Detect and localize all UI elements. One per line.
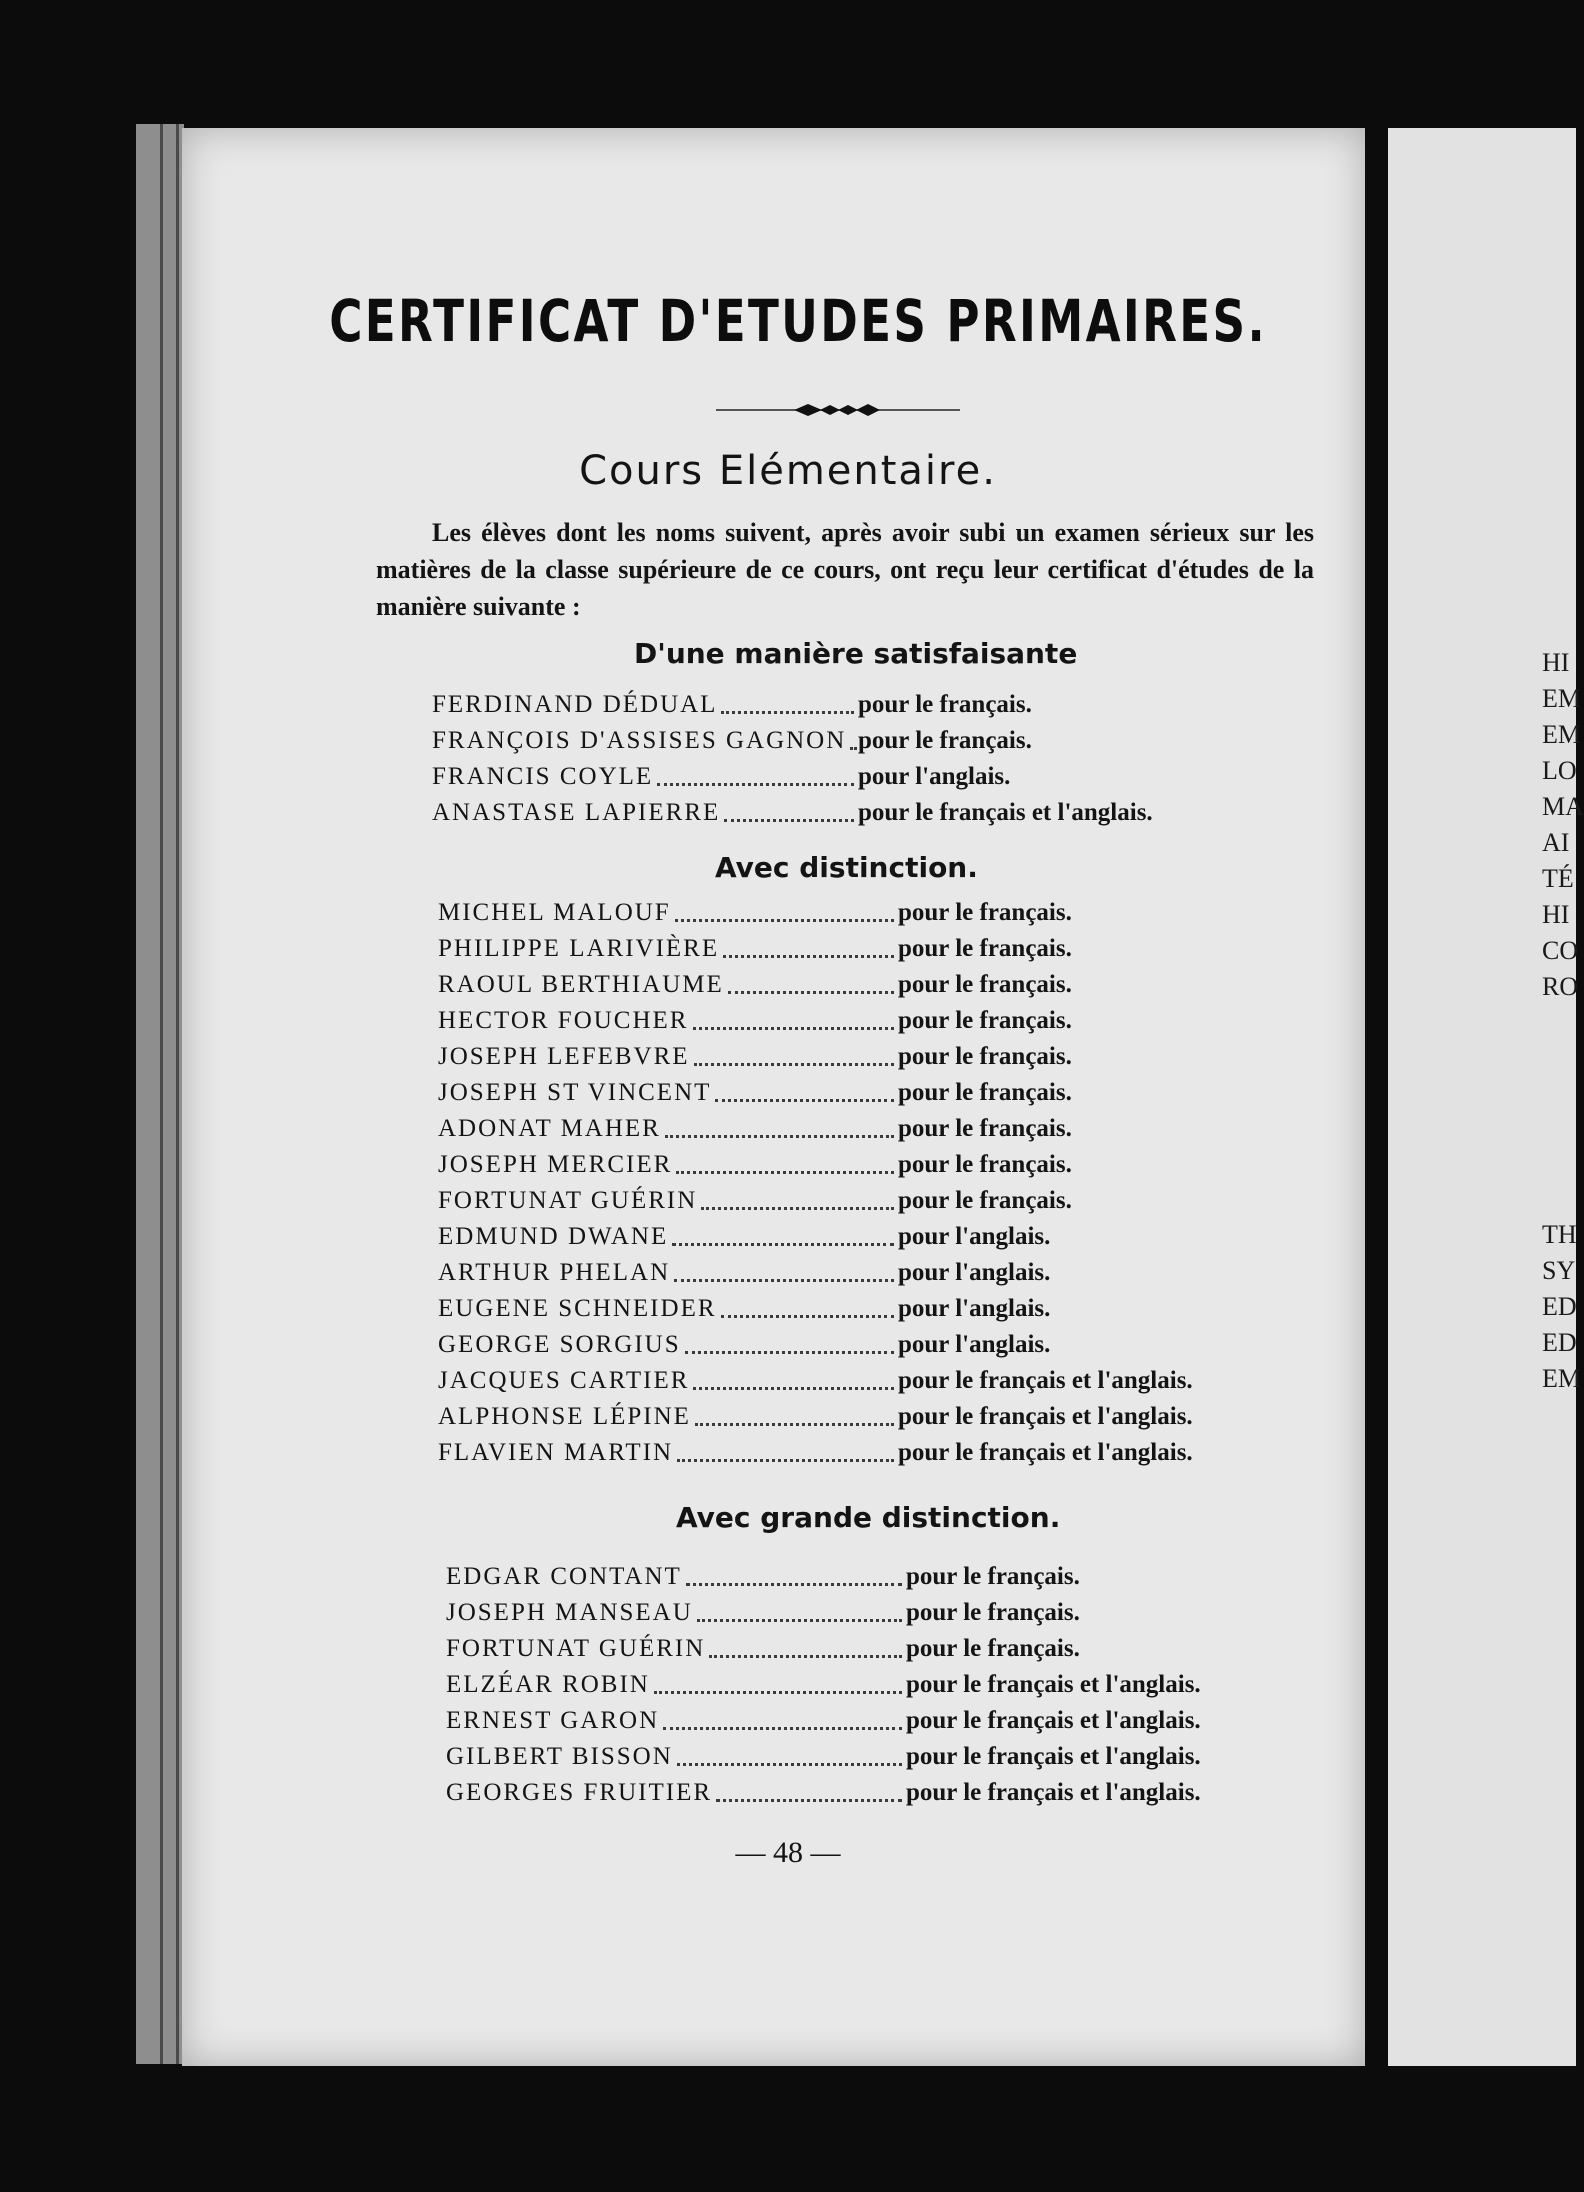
subject-result: pour l'anglais. xyxy=(898,1223,1051,1250)
dot-leader xyxy=(675,919,894,922)
student-name: FRANCIS COYLE xyxy=(432,763,654,790)
student-name: ELZÉAR ROBIN xyxy=(446,1671,650,1698)
student-name: FORTUNAT GUÉRIN xyxy=(446,1635,706,1662)
facing-page-text: HI xyxy=(1542,900,1570,929)
student-name: JACQUES CARTIER xyxy=(438,1367,690,1394)
student-name: GILBERT BISSON xyxy=(446,1743,673,1770)
student-name: ADONAT MAHER xyxy=(438,1115,661,1142)
result-row xyxy=(438,1296,1258,1326)
dot-leader xyxy=(677,1763,902,1766)
result-row xyxy=(446,1600,1266,1630)
subject-result: pour le français. xyxy=(898,1007,1072,1034)
student-name: ERNEST GARON xyxy=(446,1707,660,1734)
dot-leader xyxy=(701,1207,894,1210)
subject-result: pour l'anglais. xyxy=(898,1295,1051,1322)
subject-result: pour l'anglais. xyxy=(858,763,1011,790)
subject-result: pour le français et l'anglais. xyxy=(906,1671,1201,1698)
student-name: GEORGES FRUITIER xyxy=(446,1779,713,1806)
dot-leader xyxy=(677,1459,894,1462)
facing-page-text: TÉ xyxy=(1542,864,1574,893)
facing-page-text: HI xyxy=(1542,648,1570,677)
subject-result: pour le français et l'anglais. xyxy=(898,1403,1193,1430)
result-row xyxy=(438,936,1258,966)
result-row xyxy=(446,1744,1266,1774)
facing-page-text: EM xyxy=(1542,720,1581,749)
result-row xyxy=(446,1564,1266,1594)
facing-page-text: EM xyxy=(1542,1364,1581,1393)
student-name: MICHEL MALOUF xyxy=(438,899,671,926)
dot-leader xyxy=(716,1799,902,1802)
result-row xyxy=(438,1224,1258,1254)
dot-leader xyxy=(674,1279,894,1282)
facing-page-text: TH xyxy=(1542,1220,1577,1249)
result-row xyxy=(446,1708,1266,1738)
facing-page-text: LO xyxy=(1542,756,1577,785)
dot-leader xyxy=(850,747,854,750)
result-row xyxy=(438,1152,1258,1182)
intro-paragraph: Les élèves dont les noms suivent, après avoir subi un examen sérieux sur les matières de la classe supérieure de ce cours, ont reçu leur certificat d'études de la manière suivante : xyxy=(376,518,1314,621)
dot-leader xyxy=(685,1351,894,1354)
student-name: FRANÇOIS D'ASSISES GAGNON xyxy=(432,727,847,754)
dot-leader xyxy=(723,955,894,958)
subject-result: pour le français. xyxy=(898,1115,1072,1142)
dot-leader xyxy=(694,1063,894,1066)
dot-leader xyxy=(724,819,854,822)
subject-result: pour le français. xyxy=(858,727,1032,754)
dot-leader xyxy=(686,1583,902,1586)
dot-leader xyxy=(697,1619,902,1622)
result-row xyxy=(432,728,1252,758)
subject-result: pour le français. xyxy=(906,1635,1080,1662)
result-row xyxy=(432,800,1252,830)
section-heading: Avec grande distinction. xyxy=(676,1501,1061,1534)
facing-page-text: ED xyxy=(1542,1328,1577,1357)
subject-result: pour le français. xyxy=(858,691,1032,718)
student-name: PHILIPPE LARIVIÈRE xyxy=(438,935,720,962)
result-row xyxy=(438,1332,1258,1362)
student-name: FLAVIEN MARTIN xyxy=(438,1439,674,1466)
result-row xyxy=(438,1260,1258,1290)
subject-result: pour le français. xyxy=(898,971,1072,998)
dot-leader xyxy=(693,1387,894,1390)
dot-leader xyxy=(728,991,894,994)
student-name: ANASTASE LAPIERRE xyxy=(432,799,721,826)
student-name: EDGAR CONTANT xyxy=(446,1563,682,1590)
result-row xyxy=(438,900,1258,930)
dot-leader xyxy=(715,1099,894,1102)
result-row xyxy=(432,692,1252,722)
facing-page-text: AI xyxy=(1542,828,1570,857)
dot-leader xyxy=(672,1243,894,1246)
facing-page-text: EM xyxy=(1542,684,1581,713)
section-heading: Avec distinction. xyxy=(715,851,978,884)
subject-result: pour le français. xyxy=(906,1599,1080,1626)
result-row xyxy=(446,1672,1266,1702)
page-gutter xyxy=(1365,128,1388,2066)
subject-result: pour le français et l'anglais. xyxy=(906,1743,1201,1770)
dot-leader xyxy=(693,1027,895,1030)
dot-leader xyxy=(665,1135,894,1138)
subject-result: pour le français. xyxy=(898,1151,1072,1178)
student-name: ALPHONSE LÉPINE xyxy=(438,1403,691,1430)
result-row xyxy=(438,972,1258,1002)
subject-result: pour le français et l'anglais. xyxy=(898,1367,1193,1394)
facing-page-text: MA xyxy=(1542,792,1584,821)
student-name: JOSEPH ST VINCENT xyxy=(438,1079,712,1106)
student-name: HECTOR FOUCHER xyxy=(438,1007,689,1034)
result-row xyxy=(438,1080,1258,1110)
subject-result: pour le français et l'anglais. xyxy=(858,799,1153,826)
dot-leader xyxy=(709,1655,902,1658)
subject-result: pour le français. xyxy=(898,899,1072,926)
dot-leader xyxy=(676,1171,894,1174)
subject-result: pour le français et l'anglais. xyxy=(898,1439,1193,1466)
dot-leader xyxy=(663,1727,902,1730)
book-edge-line xyxy=(160,124,163,2064)
student-name: JOSEPH LEFEBVRE xyxy=(438,1043,690,1070)
section-heading: D'une manière satisfaisante xyxy=(634,637,1078,670)
subject-result: pour le français. xyxy=(898,1043,1072,1070)
result-row xyxy=(438,1188,1258,1218)
result-row xyxy=(438,1404,1258,1434)
subject-result: pour le français et l'anglais. xyxy=(906,1779,1201,1806)
book-edge-line xyxy=(176,124,179,2064)
student-name: EUGENE SCHNEIDER xyxy=(438,1295,717,1322)
student-name: FORTUNAT GUÉRIN xyxy=(438,1187,698,1214)
subject-result: pour le français et l'anglais. xyxy=(906,1707,1201,1734)
subject-result: pour le français. xyxy=(898,935,1072,962)
subject-result: pour le français. xyxy=(906,1563,1080,1590)
subject-result: pour l'anglais. xyxy=(898,1331,1051,1358)
result-row xyxy=(438,1044,1258,1074)
student-name: EDMUND DWANE xyxy=(438,1223,669,1250)
student-name: FERDINAND DÉDUAL xyxy=(432,691,718,718)
page-title: CERTIFICAT D'ETUDES PRIMAIRES. xyxy=(329,287,1267,355)
student-name: RAOUL BERTHIAUME xyxy=(438,971,724,998)
facing-page-text: ED xyxy=(1542,1292,1577,1321)
result-row xyxy=(438,1368,1258,1398)
result-row xyxy=(446,1636,1266,1666)
result-row xyxy=(446,1780,1266,1810)
dot-leader xyxy=(695,1423,894,1426)
result-row xyxy=(432,764,1252,794)
ornament-rule xyxy=(716,400,960,420)
student-name: ARTHUR PHELAN xyxy=(438,1259,671,1286)
dot-leader xyxy=(721,1315,894,1318)
subject-result: pour l'anglais. xyxy=(898,1259,1051,1286)
result-row xyxy=(438,1116,1258,1146)
dot-leader xyxy=(721,711,854,714)
subject-result: pour le français. xyxy=(898,1187,1072,1214)
facing-page xyxy=(1388,128,1584,2066)
student-name: JOSEPH MANSEAU xyxy=(446,1599,693,1626)
result-row xyxy=(438,1440,1258,1470)
subject-result: pour le français. xyxy=(898,1079,1072,1106)
course-subtitle: Cours Elémentaire. xyxy=(579,448,997,494)
page-number: — 48 — xyxy=(735,1836,841,1869)
student-name: GEORGE SORGIUS xyxy=(438,1331,681,1358)
student-name: JOSEPH MERCIER xyxy=(438,1151,673,1178)
facing-page-text: SY xyxy=(1542,1256,1576,1285)
dot-leader xyxy=(654,1691,902,1694)
result-row xyxy=(438,1008,1258,1038)
dot-leader xyxy=(657,783,854,786)
facing-page-text: CO xyxy=(1542,936,1579,965)
facing-page-text: RO xyxy=(1542,972,1579,1001)
